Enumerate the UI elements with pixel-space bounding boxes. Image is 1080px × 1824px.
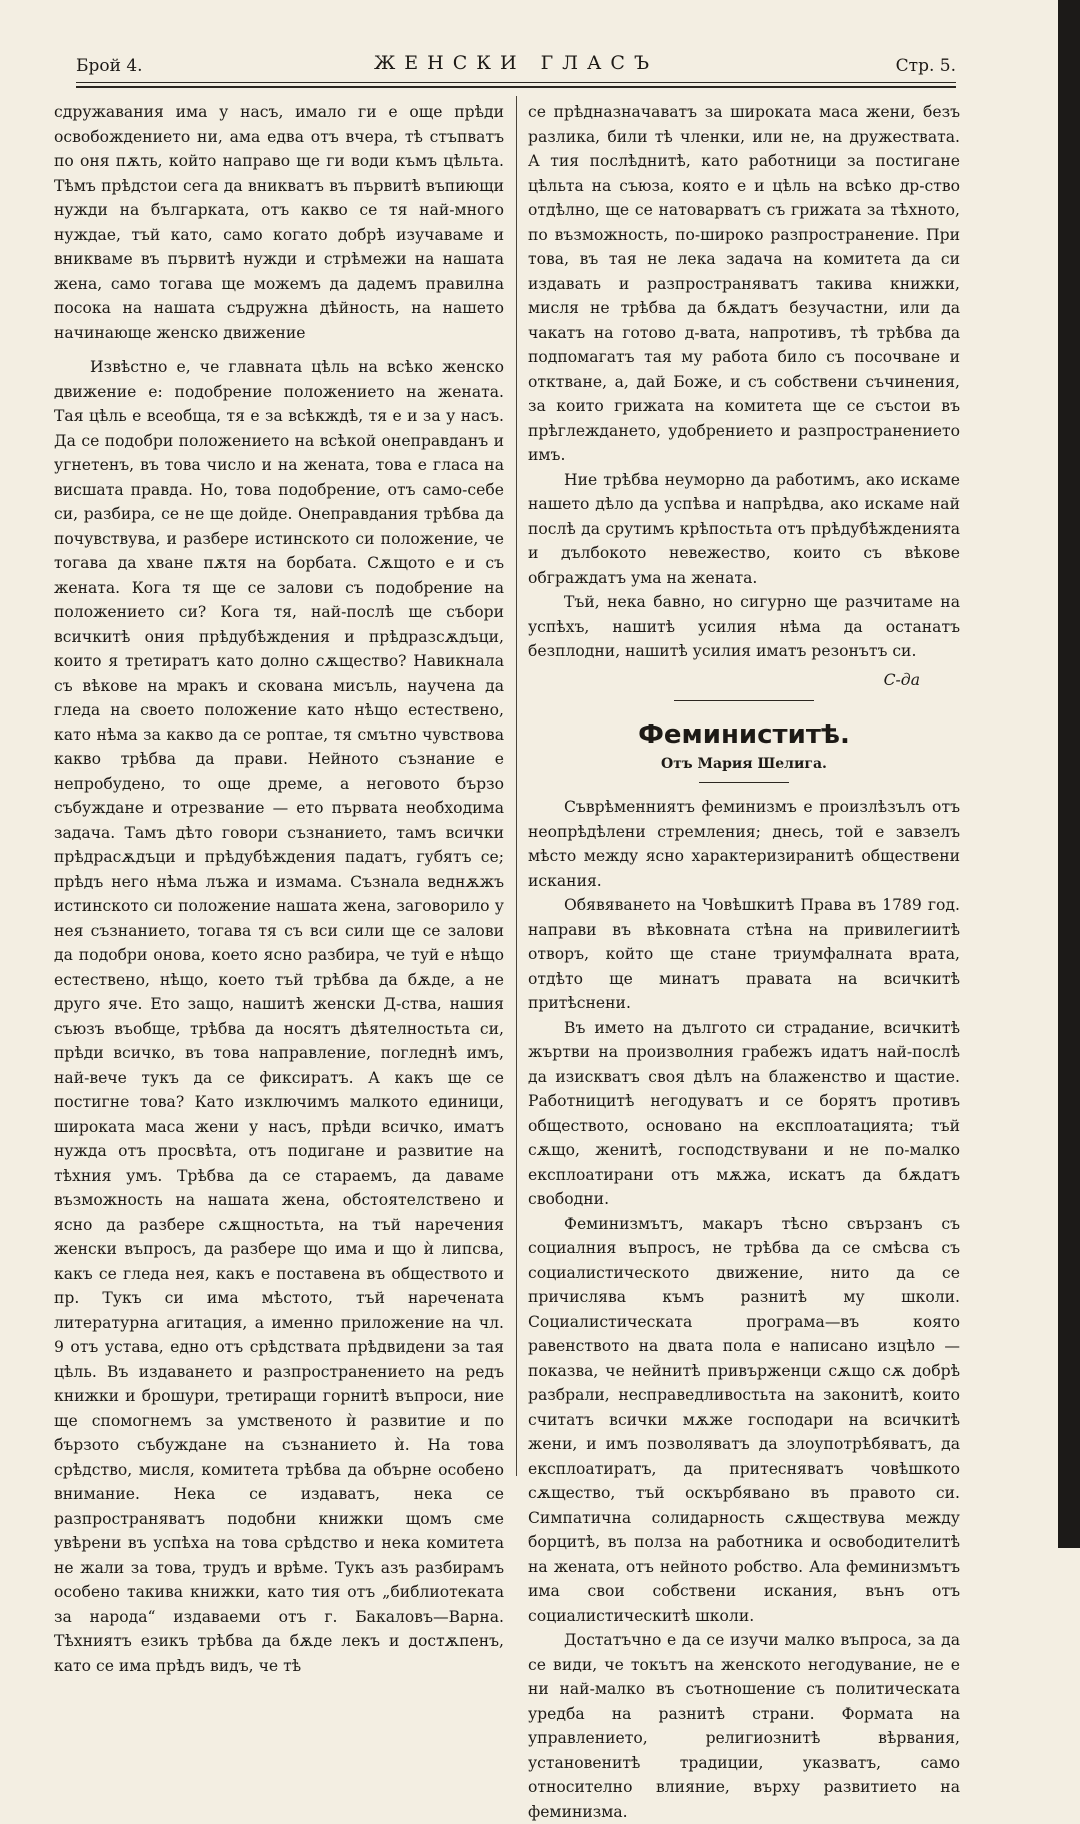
paragraph: Извѣстно е, че главната цѣль на всѣко женско движение е: подобрение положението на жената. Тая цѣль е всеобща, тя е за всѣкждѣ, тя е и за у насъ. Да се подобри положението на всѣкой онеправданъ и угнетенъ, въ това число и на жената, това е гласа на висшата правда. Но, това подобрение, отъ само-себе си, разбира, се не ще дойде. Онеправдания трѣбва да почувствува, и разбере истинското си положение, че тогава да хване пѫтя на борбата. Сѫщото е и съ жената. Кога тя ще се залови съ подобрение на положението си? Кога тя, най-послѣ ще събори всичкитѣ ония прѣдубѣждения и прѣдразсѫдъци, които я третиратъ като долно сѫщество? Навикнала съ вѣкове на мракъ и скована мисъль, научена да гледа на своето положение като нѣщо естествено, като нѣма за какво да се роптае, тя смътно чувствова какво трѣбва да прави. Нейното съзнание е непробудено, то още дреме, а неговото бързо събуждане и отрезвание — ето първата необходима задача. Тамъ дѣто говори съзнанието, тамъ всички прѣдрасѫдъци и прѣдубѣждения падатъ, губятъ се; прѣдъ него нѣма лъжа и измама. Съзнала веднѫжъ истинското си положение нашата жена, заговорило у нея съзнанието, тогава тя съ вси сили ще се залови да подобри онова, което ясно разбира, че туй е нѣщо естествено, нѣщо, което тъй трѣбва да бѫде, а не друго яче. Ето защо, нашитѣ женски Д-ства, нашия съюзъ въобще, трѣбва да носятъ дѣятелностьта си, прѣди всичко, въ това направление, погледнѣ имъ, най-вече тукъ да се фиксиратъ. А какъ ще се постигне това? Като изключимъ малкото единици, широката маса жени у насъ, прѣди всичко, иматъ нужда отъ просвѣта, отъ подигане и развитие на тѣхния умъ. Трѣбва да се стараемъ, да даваме възможность на нашата жена, обстоятелствено и ясно да разбере сѫщностьта, на тъй наречения женски въпросъ, да разбере що има и що ѝ липсва, какъ се гледа нея, какъ е поставена въ обществото и пр. Тукъ си има мѣстото, тъй наречената литературна агитация, а именно приложение на чл. 9 отъ устава, едно отъ срѣдствата прѣдвидени за тая цѣль. Въ издаването и разпространението на редъ книжки и брошури, третиращи горнитѣ въпроси, ние ще спомогнемъ за умственото ѝ развитие и по бързото събуждане на съзнанието ѝ. На това срѣдство, мисля, комитета трѣбва да обърне особено внимание. Нека се издаватъ, нека се разпространяватъ подобни книжки щомъ сме увѣрени въ успѣха на това срѣдство и нека комитета не жали за това, трудъ и врѣме. Тукъ азъ разбирамъ особено такива книжки, като тия отъ „библиотеката за народа“ издаваеми отъ г. Бакаловъ—Варна. Тѣхниятъ езикъ трѣбва да бѫде лекъ и достѫпенъ, като се има прѣдъ видъ, че тѣ [54,358,504,1675]
paragraph: се прѣдназначаватъ за широката маса жени, безъ разлика, били тѣ членки, или не, на дружествата. А тия послѣднитѣ, като работници за постигане цѣльта на съюза, която е и цѣль на всѣко др-ство отдѣлно, ще се натоварватъ съ грижата за тѣхното, по възможность, по-широко разпространение. При това, въ тая не лека задача на комитета да си издавать и разпространяватъ такива книжки, мисля не трѣбва да бѫдатъ безучастни, или да чакатъ на готово д-вата, напротивъ, тѣ трѣбва да подпомагатъ тая му работа било съ посочване и отктване, а, дай Боже, и съ собствени съчинения, за които грижата на комитета ще се състои въ прѣглеждането, удобрението и разпространението имъ. [528,103,960,464]
paragraph: Достатъчно е да се изучи малко въпроса, за да се види, че токътъ на женското негодувание, не е ни най-малко въ съотношение съ политическата уредба на разнитѣ страни. Формата на управлението, религиознитѣ вѣрвания, установенитѣ традиции, указватъ, само относително влияние, върху развитието на феминизма. [528,1631,960,1821]
article-byline: Отъ Мария Шелига. [661,755,827,772]
column-divider [516,96,517,1476]
byline-rule [699,782,789,783]
paragraph: Ние трѣбва неуморно да работимъ, ако искаме нашето дѣло да успѣва и напрѣдва, ако искаме най послѣ да срутимъ крѣпостьта отъ прѣдубѣжденията и дълбокото невежество, които съ вѣкове обграждатъ ума на жената. [528,470,960,587]
issue-number: Брой 4. [76,56,143,76]
paragraph: сдружавания има у насъ, имало ги е още прѣди освобождението ни, ама едва отъ вчера, тѣ стъпватъ по оня пѫть, който направо ще ги води къмъ цѣльта. Тѣмъ прѣдстои сега да вникватъ въ първитѣ въпиющи нужди на българката, отъ какво се тя най-много нуждае, тъй като, само когато добрѣ изучаваме и вникваме въ първитѣ нужди и стрѣмежи на нашата жена, само тогава ще можемъ да дадемъ правилна посока на нашата съдружна дѣйность, на нашето начинающе женско движение [54,103,504,342]
left-column [54,100,504,1678]
page-number: Стр. 5. [895,56,956,76]
author-signature: С-да [883,670,920,689]
paragraph: Съврѣменниятъ феминизмъ е произлѣзълъ отъ неопрѣдѣлени стремления; днесь, той е завзелъ мѣсто между ясно характеризиранитѣ обществени искания. [528,798,960,890]
header-rule-thick [76,86,956,88]
newspaper-title: ЖЕНСКИ ГЛАСЪ [373,52,659,74]
article-title: Феминиститѣ. [638,720,850,750]
paragraph: Тъй, нека бавно, но сигурно ще разчитаме на успѣхъ, нашитѣ усилия нѣма да останатъ безплодни, нашитѣ усилия иматъ резонътъ си. [528,593,960,660]
section-separator [674,700,814,701]
paragraph: Въ името на дългото си страдание, всичкитѣ жъртви на произволния грабежъ идатъ най-послѣ да изискватъ своя дѣлъ на блаженство и щастие. Работницитѣ негодуватъ и се борятъ противъ обществото, основано на експлоатацията; тъй сѫщо, женитѣ, господствувани и не по-малко експлоатирани отъ мѫжа, искатъ да бѫдатъ свободни. [528,1018,960,1208]
paragraph: Феминизмътъ, макаръ тѣсно свързанъ съ социалния въпросъ, не трѣбва да се смѣсва съ социалистическото движение, нито да се причислява къмъ разнитѣ му школи. Социалистическата програма—въ която равенството на двата пола е написано изцѣло — показва, че нейнитѣ привърженци сѫщо сѫ добрѣ разбрали, несправедливостьта на законитѣ, които считатъ всички мѫже господари на всичкитѣ жени, и имъ позволяватъ да злоупотрѣбяватъ, да експлоатиратъ, да притесняватъ човѣшкото сѫщество, тъй оскърбявано въ правото си. Симпатична солидарность сѫществува между борцитѣ, въ полза на работника и освободителитѣ на жената, отъ нейното робство. Ала феминизмътъ има свои собствени искания, вънъ отъ социалистическитѣ школи. [528,1214,960,1625]
right-column [528,100,960,1824]
paragraph: Обявяването на Човѣшкитѣ Права въ 1789 год. направи въ вѣковната стѣна на привилегиитѣ отворъ, който ще стане триумфалната врата, отдѣто ще минатъ правата на всичкитѣ притѣснени. [528,896,960,1012]
scan-edge [1058,0,1080,1548]
header-rule-thin [76,82,956,83]
page-header [76,48,956,78]
